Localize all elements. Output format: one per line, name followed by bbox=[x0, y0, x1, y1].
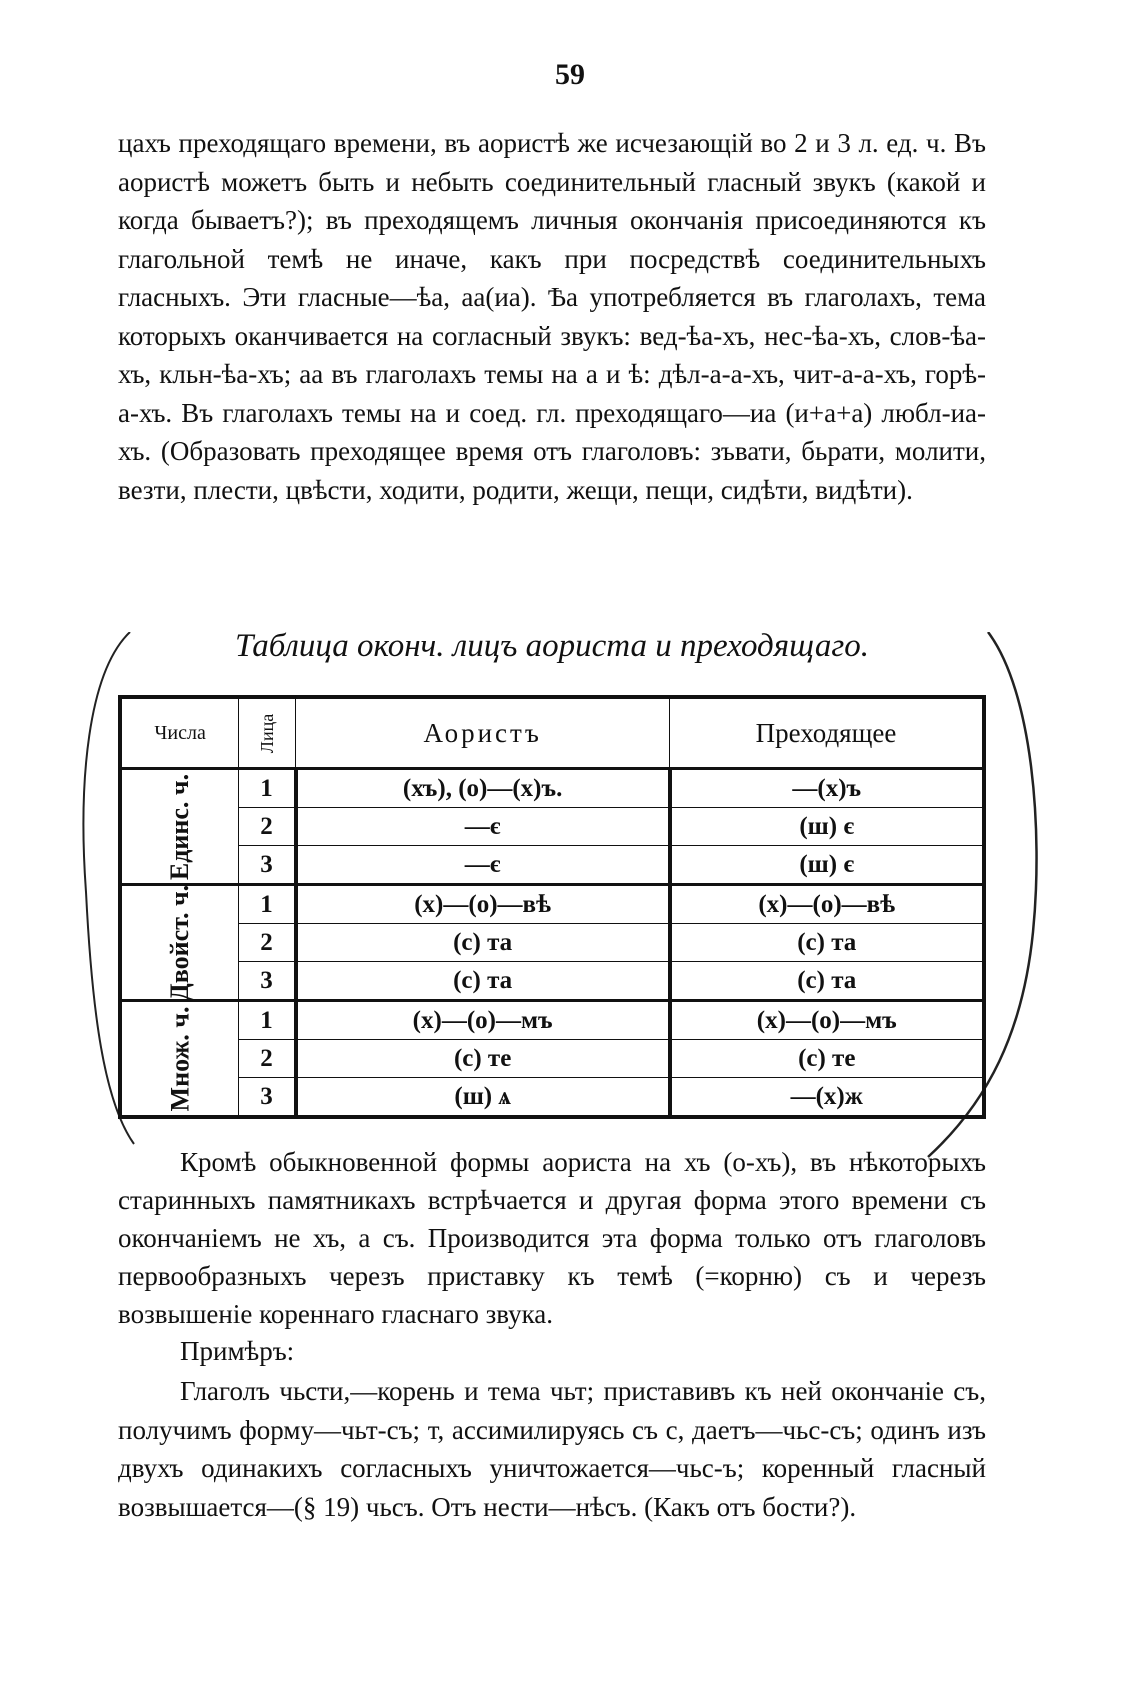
aorist-cell: (хъ), (о)—(х)ъ. bbox=[296, 769, 670, 808]
group-label-dual: Двойст. ч. bbox=[120, 885, 239, 1001]
imperfect-cell: —(х)ъ bbox=[670, 769, 985, 808]
aorist-cell: —є bbox=[296, 808, 670, 846]
page-number: 59 bbox=[555, 58, 585, 91]
person-cell: 2 bbox=[239, 808, 296, 846]
endings-table bbox=[118, 695, 986, 1119]
paragraph-example-heading: Примѣръ: bbox=[180, 1336, 295, 1366]
header-number: Числа bbox=[120, 697, 239, 769]
table-row bbox=[120, 1078, 984, 1118]
imperfect-cell: (х)—(о)—мъ bbox=[670, 1001, 985, 1040]
imperfect-cell: —(х)ж bbox=[670, 1078, 985, 1118]
person-cell: 1 bbox=[239, 885, 296, 924]
table-title: Таблица оконч. лицъ аориста и преходящаго. bbox=[235, 628, 869, 664]
aorist-cell: (ш) ѧ bbox=[296, 1078, 670, 1118]
paragraph-aorist-imperfect: цахъ преходящаго времени, въ аористѣ же исчезающій во 2 и 3 л. ед. ч. Въ аористѣ можетъ быть и небыть соединительный гласный звукъ (какой и когда бываетъ?); въ преходящемъ личныя окончанія присоединяются къ глагольной темѣ не иначе, какъ при посредствѣ соединительныхъ гласныхъ. Эти гласные—ѣа, аа(иа). Ѣа употребляется въ глаголахъ, тема которыхъ оканчивается на согласный звукъ: вед-ѣа-хъ, нес-ѣа-хъ, слов-ѣа-хъ, кльн-ѣа-хъ; аа въ глаголахъ темы на а и ѣ: дѣл-а-а-хъ, чит-а-а-хъ, горѣ-а-хъ. Въ глаголахъ темы на и соед. гл. преходящаго—иа (и+а+а) любл-иа-хъ. (Образовать преходящее время отъ глаголовъ: зъвати, бьрати, молити, везти, плести, цвѣсти, ходити, родити, жещи, пещи, сидѣти, видѣти). bbox=[118, 128, 986, 505]
person-cell: 3 bbox=[239, 1078, 296, 1118]
table-row bbox=[120, 808, 984, 846]
aorist-cell: (с) та bbox=[296, 924, 670, 962]
group-label-singular: Единс. ч. bbox=[120, 769, 239, 885]
paragraph-example-text: Глаголъ чьсти,—корень и тема чьт; приставивъ къ ней окончаніе съ, получимъ форму—чьт-съ; т, ассимилируясь съ с, даетъ—чьс-съ; одинъ изъ двухъ одинакихъ согласныхъ уничтожается—чьс-ъ; коренный гласный возвышается—(§ 19) чьсъ. Отъ нести—нѣсъ. (Какъ отъ бости?). bbox=[118, 1376, 986, 1522]
imperfect-cell: (с) та bbox=[670, 924, 985, 962]
imperfect-cell: (ш) є bbox=[670, 846, 985, 885]
aorist-cell: (с) та bbox=[296, 962, 670, 1001]
table-row bbox=[120, 769, 984, 808]
paragraph-sigmatic-aorist: Кромѣ обыкновенной формы аориста на хъ (о-хъ), въ нѣкоторыхъ старинныхъ памятникахъ встрѣчается и другая форма этого времени съ окончаніемъ не хъ, а съ. Производится эта форма только отъ глаголовъ первообразныхъ черезъ приставку къ темѣ (=корню) съ и черезъ возвышеніе кореннаго гласнаго звука. bbox=[118, 1147, 986, 1329]
imperfect-cell: (с) те bbox=[670, 1040, 985, 1078]
imperfect-cell: (с) та bbox=[670, 962, 985, 1001]
person-cell: 1 bbox=[239, 1001, 296, 1040]
aorist-cell: (с) те bbox=[296, 1040, 670, 1078]
table-row bbox=[120, 846, 984, 885]
table-row bbox=[120, 1040, 984, 1078]
header-aorist: Аористъ bbox=[296, 697, 670, 769]
aorist-cell: —є bbox=[296, 846, 670, 885]
person-cell: 2 bbox=[239, 1040, 296, 1078]
header-imperfect: Преходящее bbox=[670, 697, 985, 769]
person-cell: 1 bbox=[239, 769, 296, 808]
imperfect-cell: (ш) є bbox=[670, 808, 985, 846]
imperfect-cell: (х)—(о)—вѣ bbox=[670, 885, 985, 924]
group-label-plural: Множ. ч. bbox=[120, 1001, 239, 1118]
person-cell: 3 bbox=[239, 962, 296, 1001]
table-row bbox=[120, 924, 984, 962]
aorist-cell: (х)—(о)—вѣ bbox=[296, 885, 670, 924]
table-row bbox=[120, 962, 984, 1001]
person-cell: 2 bbox=[239, 924, 296, 962]
table-row bbox=[120, 885, 984, 924]
table-row bbox=[120, 1001, 984, 1040]
aorist-cell: (х)—(о)—мъ bbox=[296, 1001, 670, 1040]
header-person bbox=[239, 697, 296, 769]
person-cell: 3 bbox=[239, 846, 296, 885]
header-person-label: Лица bbox=[256, 713, 277, 753]
table-header-row bbox=[120, 697, 984, 769]
